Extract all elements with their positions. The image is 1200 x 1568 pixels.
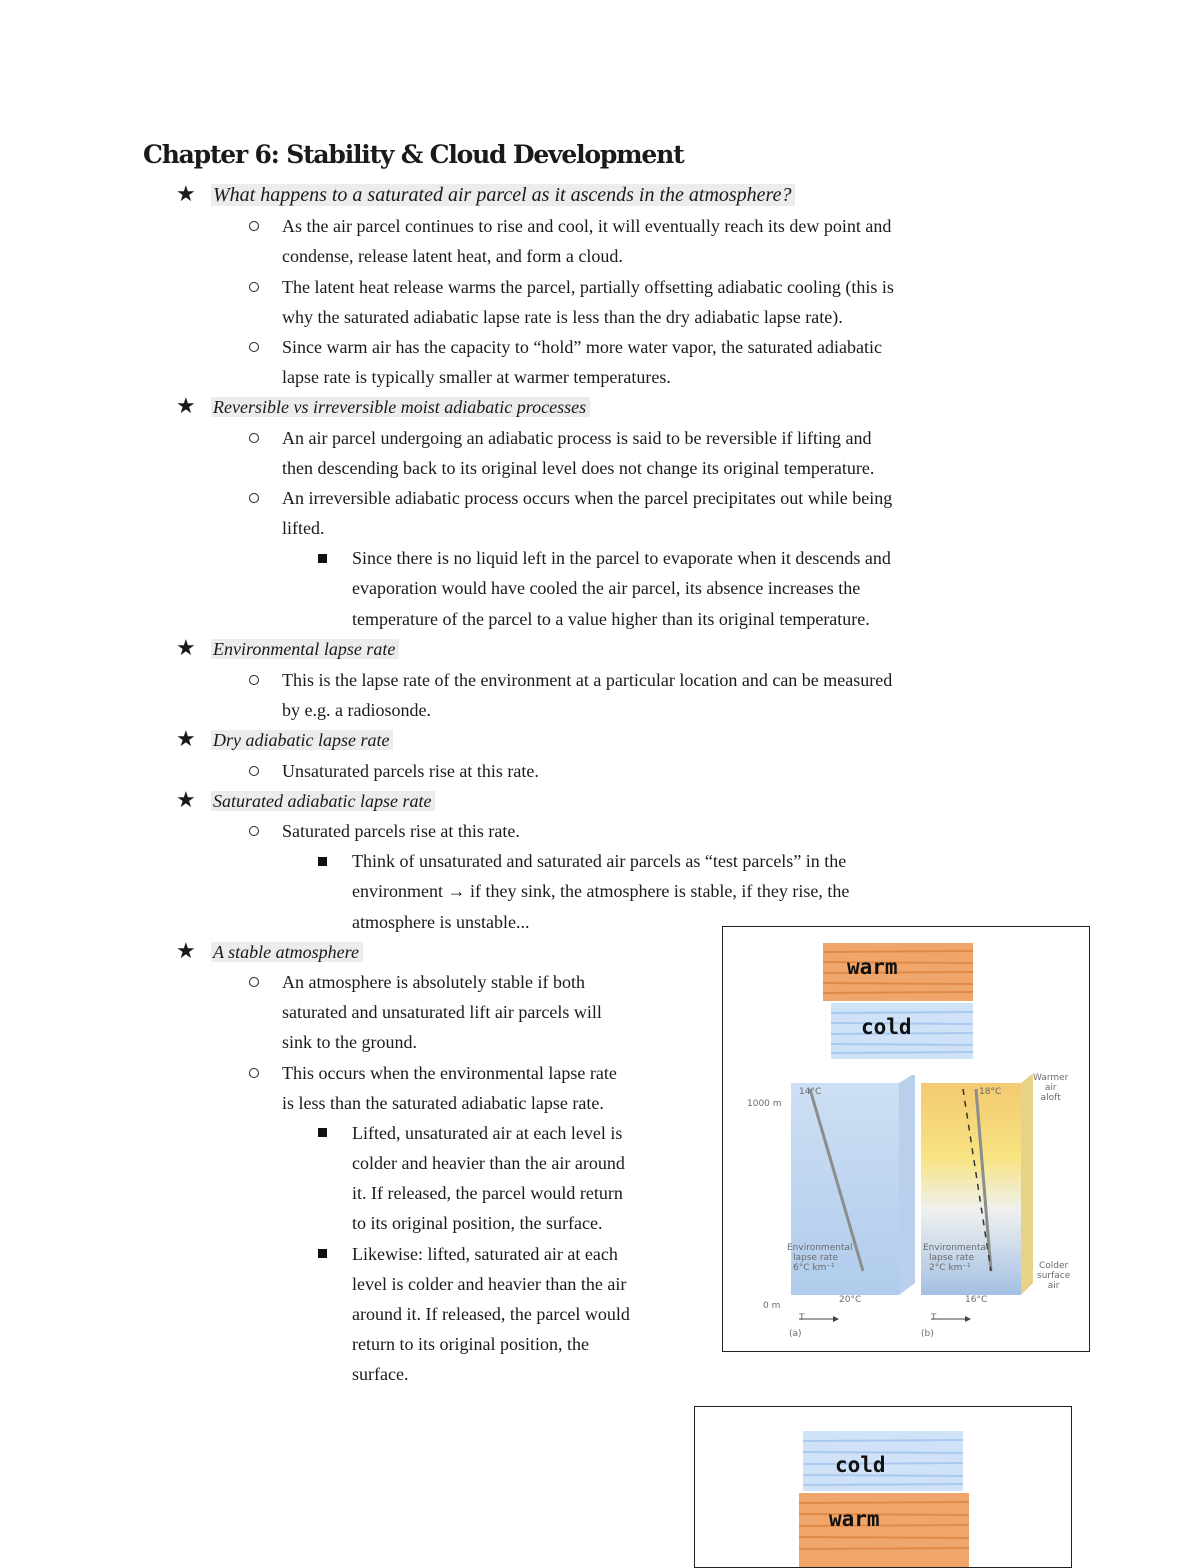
square-bullet — [318, 1128, 327, 1137]
bullet-text: Likewise: lifted, saturated air at each — [352, 1244, 618, 1264]
bullet-text: level is colder and heavier than the air — [352, 1274, 627, 1294]
section-heading — [211, 937, 363, 967]
colder-label-line: surface — [1037, 1271, 1071, 1281]
bullet-text: Think of unsaturated and saturated air parcels as “test parcels” in the — [352, 851, 847, 871]
panel-b-caption: (b) — [921, 1329, 934, 1339]
height-bottom-label: 0 m — [763, 1301, 781, 1311]
circle-bullet — [249, 977, 259, 987]
colder-label-line: air — [1047, 1281, 1060, 1291]
circle-bullet — [249, 1068, 259, 1078]
star-bullet: ★ — [176, 636, 196, 661]
heading-text: A stable atmosphere — [211, 942, 363, 962]
warm-layer — [799, 1493, 969, 1567]
panel-a-axis-label: T — [799, 1313, 805, 1323]
bullet-text: around it. If released, the parcel would — [352, 1304, 630, 1324]
bullet-text: to its original position, the surface. — [352, 1213, 603, 1233]
circle-bullet — [249, 826, 259, 836]
bullet-text: why the saturated adiabatic lapse rate is less than the dry adiabatic lapse rate). — [282, 307, 843, 327]
warmer-label-line: aloft — [1040, 1093, 1061, 1103]
bullet-text: surface. — [352, 1364, 409, 1384]
star-bullet: ★ — [176, 394, 196, 419]
unstable-atmosphere-figure — [694, 1406, 1072, 1568]
panel-b-lapse-label — [923, 1243, 988, 1273]
lapse-label-line: 6°C km⁻¹ — [793, 1263, 835, 1273]
section-heading — [211, 392, 590, 422]
page-title: Chapter 6: Stability & Cloud Development — [143, 140, 684, 169]
bullet-text: This occurs when the environmental lapse rate — [282, 1063, 617, 1083]
bullet-text: environment → if they sink, the atmosphere is stable, if they rise, the — [352, 881, 850, 901]
panel-b-top-temp: 18°C — [979, 1087, 1002, 1097]
bullet-text: Lifted, unsaturated air at each level is — [352, 1123, 623, 1143]
bullet-text: An irreversible adiabatic process occurs when the parcel precipitates out while being — [282, 488, 893, 508]
cold-label: cold — [861, 1015, 912, 1039]
circle-bullet — [249, 221, 259, 231]
star-bullet: ★ — [176, 182, 196, 207]
warm-layer — [823, 943, 973, 1001]
panel-b-axis-label: T — [931, 1313, 937, 1323]
bullet-text: Since warm air has the capacity to “hold” more water vapor, the saturated adiabatic — [282, 337, 883, 357]
bullet-text: An atmosphere is absolutely stable if both — [282, 972, 585, 992]
heading-text: What happens to a saturated air parcel as it ascends in the atmosphere? — [211, 184, 795, 206]
lapse-label-line: Environmental — [787, 1243, 853, 1253]
bullet-text: Unsaturated parcels rise at this rate. — [282, 761, 539, 781]
panel-a-lapse-label — [787, 1243, 852, 1273]
circle-bullet — [249, 675, 259, 685]
warmer-label-line: Warmer — [1033, 1073, 1069, 1083]
bullet-text: temperature of the parcel to a value higher than its original temperature. — [352, 609, 870, 629]
lapse-label-line: lapse rate — [929, 1253, 975, 1263]
circle-bullet — [249, 433, 259, 443]
section-heading — [211, 634, 399, 664]
height-top-label: 1000 m — [747, 1099, 782, 1109]
panel-b-bottom-temp: 16°C — [965, 1295, 988, 1305]
bullet-text: Saturated parcels rise at this rate. — [282, 821, 520, 841]
bullet-text: by e.g. a radiosonde. — [282, 700, 431, 720]
bullet-text: sink to the ground. — [282, 1032, 417, 1052]
bullet-text: saturated and unsaturated lift air parcels will — [282, 1002, 602, 1022]
colder-air-label — [1037, 1261, 1070, 1291]
panel-a-top-temp: 14°C — [799, 1087, 822, 1097]
bullet-text: Since there is no liquid left in the parcel to evaporate when it descends and — [352, 548, 891, 568]
section-heading — [211, 786, 435, 816]
bullet-text: An air parcel undergoing an adiabatic process is said to be reversible if lifting and — [282, 428, 872, 448]
warmer-air-label — [1033, 1073, 1068, 1103]
bullet-text: This is the lapse rate of the environment at a particular location and can be measured — [282, 670, 893, 690]
warmer-label-line: air — [1044, 1083, 1057, 1093]
lapse-label-line: lapse rate — [793, 1253, 839, 1263]
bullet-text: evaporation would have cooled the air parcel, its absence increases the — [352, 578, 861, 598]
bullet-text: colder and heavier than the air around — [352, 1153, 625, 1173]
square-bullet — [318, 1249, 327, 1258]
section-heading — [211, 180, 795, 210]
circle-bullet — [249, 342, 259, 352]
lapse-label-line: 2°C km⁻¹ — [929, 1263, 971, 1273]
bullet-text: is less than the saturated adiabatic lapse rate. — [282, 1093, 604, 1113]
bullet-text: it. If released, the parcel would return — [352, 1183, 623, 1203]
bullet-text: The latent heat release warms the parcel, partially offsetting adiabatic cooling (this is — [282, 277, 894, 297]
warm-label: warm — [847, 955, 898, 979]
star-bullet: ★ — [176, 727, 196, 752]
bullet-text: condense, release latent heat, and form a cloud. — [282, 246, 623, 266]
bullet-text: As the air parcel continues to rise and cool, it will eventually reach its dew point and — [282, 216, 892, 236]
bullet-text: lifted. — [282, 518, 325, 538]
heading-text: Reversible vs irreversible moist adiabatic processes — [211, 397, 590, 417]
heading-text: Saturated adiabatic lapse rate — [211, 791, 435, 811]
heading-text: Dry adiabatic lapse rate — [211, 730, 393, 750]
warm-label: warm — [829, 1507, 880, 1531]
panel-a-bottom-temp: 20°C — [839, 1295, 862, 1305]
bullet-text: return to its original position, the — [352, 1334, 589, 1354]
heading-text: Environmental lapse rate — [211, 639, 399, 659]
bullet-text: then descending back to its original level does not change its original temperature. — [282, 458, 875, 478]
circle-bullet — [249, 282, 259, 292]
panel-a-caption: (a) — [789, 1329, 802, 1339]
bullet-text: atmosphere is unstable... — [352, 912, 530, 932]
star-bullet: ★ — [176, 788, 196, 813]
lapse-label-line: Environmental — [923, 1243, 989, 1253]
section-heading — [211, 725, 393, 755]
square-bullet — [318, 554, 327, 563]
stable-atmosphere-figure — [722, 926, 1090, 1352]
square-bullet — [318, 857, 327, 866]
circle-bullet — [249, 493, 259, 503]
star-bullet: ★ — [176, 939, 196, 964]
bullet-text: lapse rate is typically smaller at warmer temperatures. — [282, 367, 671, 387]
colder-label-line: Colder — [1039, 1261, 1069, 1271]
circle-bullet — [249, 766, 259, 776]
cold-label: cold — [835, 1453, 886, 1477]
